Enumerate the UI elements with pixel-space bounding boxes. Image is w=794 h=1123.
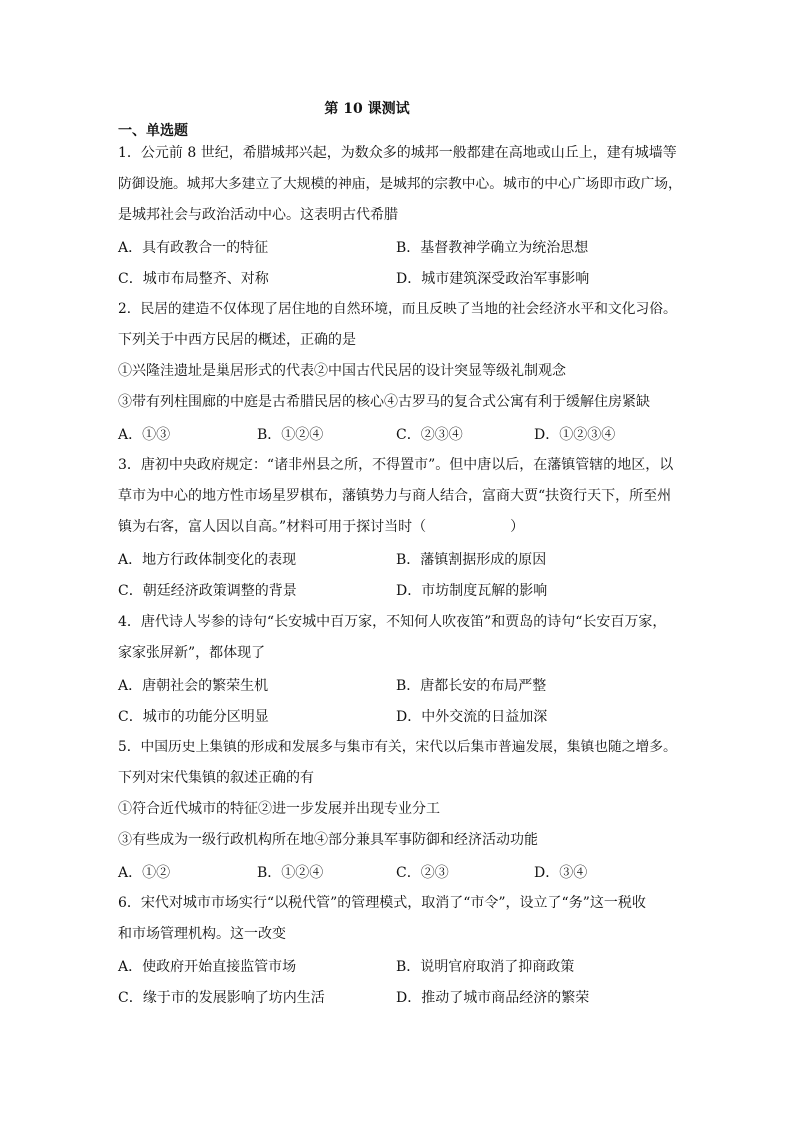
option-a: A．①③ [118, 427, 171, 443]
options-row [118, 862, 683, 882]
option-a: A．①② [118, 865, 171, 881]
question-line: 下列对宋代集镇的叙述正确的有 [118, 770, 314, 786]
option-a: A．具有政教合一的特征 [118, 240, 269, 256]
question-line: ③有些成为一级行政机构所在地④部分兼具军事防御和经济活动功能 [118, 832, 538, 848]
question-line: 3．唐初中央政府规定：“诸非州县之所，不得置市”。但中唐以后，在藩镇管辖的地区，以 [118, 457, 674, 473]
option-b: B．①②④ [257, 865, 324, 881]
page-title: 第 10 课测试 [324, 101, 410, 117]
option-a: A．使政府开始直接监管市场 [118, 959, 297, 975]
option-a: A．地方行政体制变化的表现 [118, 552, 297, 568]
option-b: B．唐都长安的布局严整 [396, 678, 547, 694]
question-line: 草市为中心的地方性市场星罗棋布，藩镇势力与商人结合，富商大贾“扶资行天下，所至州 [118, 488, 672, 504]
question-line: 6．宋代对城市市场实行“以税代管”的管理模式，取消了“市令”，设立了“务”这一税收 [118, 895, 646, 911]
option-d: D．推动了城市商品经济的繁荣 [396, 990, 590, 1006]
option-b: B．藩镇割据形成的原因 [396, 552, 547, 568]
option-c: C．城市布局整齐、对称 [118, 271, 269, 287]
question-line: 和市场管理机构。这一改变 [118, 926, 286, 942]
question-line: 2．民居的建造不仅体现了居住地的自然环境，而且反映了当地的社会经济水平和文化习俗。 [118, 301, 677, 317]
option-c: C．②③④ [396, 427, 463, 443]
option-c: C．朝廷经济政策调整的背景 [118, 583, 297, 599]
options-row [118, 549, 683, 569]
option-c: C．缘于市的发展影响了坊内生活 [118, 990, 325, 1006]
question-line: 镇为右客，富人因以自高。”材料可用于探讨当时（ ） [118, 519, 525, 535]
options-row [118, 706, 683, 726]
option-d: D．城市建筑深受政治军事影响 [396, 271, 590, 287]
option-d: D．中外交流的日益加深 [396, 709, 548, 725]
option-d: D．市坊制度瓦解的影响 [396, 583, 548, 599]
question-line: ①兴隆洼遗址是巢居形式的代表②中国古代民居的设计突显等级礼制观念 [118, 363, 566, 379]
question-line: 5．中国历史上集镇的形成和发展多与集市有关，宋代以后集市普遍发展，集镇也随之增多。 [118, 739, 677, 755]
option-b: B．①②④ [257, 427, 324, 443]
question-line: 家家张屏新”，都体现了 [118, 645, 266, 661]
question-line: ③带有列柱围廊的中庭是古希腊民居的核心④古罗马的复合式公寓有利于缓解住房紧缺 [118, 394, 650, 410]
option-d: D．①②③④ [534, 427, 616, 443]
question-line: 1．公元前 8 世纪，希腊城邦兴起，为数众多的城邦一般都建在高地或山丘上，建有城墙等 [118, 145, 677, 161]
options-row [118, 424, 683, 444]
options-row [118, 237, 683, 257]
options-row [118, 675, 683, 695]
option-b: B．说明官府取消了抑商政策 [396, 959, 575, 975]
option-b: B．基督教神学确立为统治思想 [396, 240, 589, 256]
question-line: 防御设施。城邦大多建立了大规模的神庙，是城邦的宗教中心。城市的中心广场即市政广场， [118, 176, 682, 192]
question-line: 4．唐代诗人岑参的诗句“长安城中百万家，不知何人吹夜笛”和贾岛的诗句“长安百万家， [118, 614, 667, 630]
options-row [118, 580, 683, 600]
question-line: ①符合近代城市的特征②进一步发展并出现专业分工 [118, 801, 440, 817]
option-c: C．城市的功能分区明显 [118, 709, 269, 725]
option-c: C．②③ [396, 865, 449, 881]
option-d: D．③④ [534, 865, 588, 881]
question-line: 是城邦社会与政治活动中心。这表明古代希腊 [118, 207, 398, 223]
question-line: 下列关于中西方民居的概述，正确的是 [118, 332, 356, 348]
options-row [118, 268, 683, 288]
options-row [118, 956, 683, 976]
section-heading: 一、单选题 [118, 123, 188, 139]
options-row [118, 987, 683, 1007]
option-a: A．唐朝社会的繁荣生机 [118, 678, 269, 694]
